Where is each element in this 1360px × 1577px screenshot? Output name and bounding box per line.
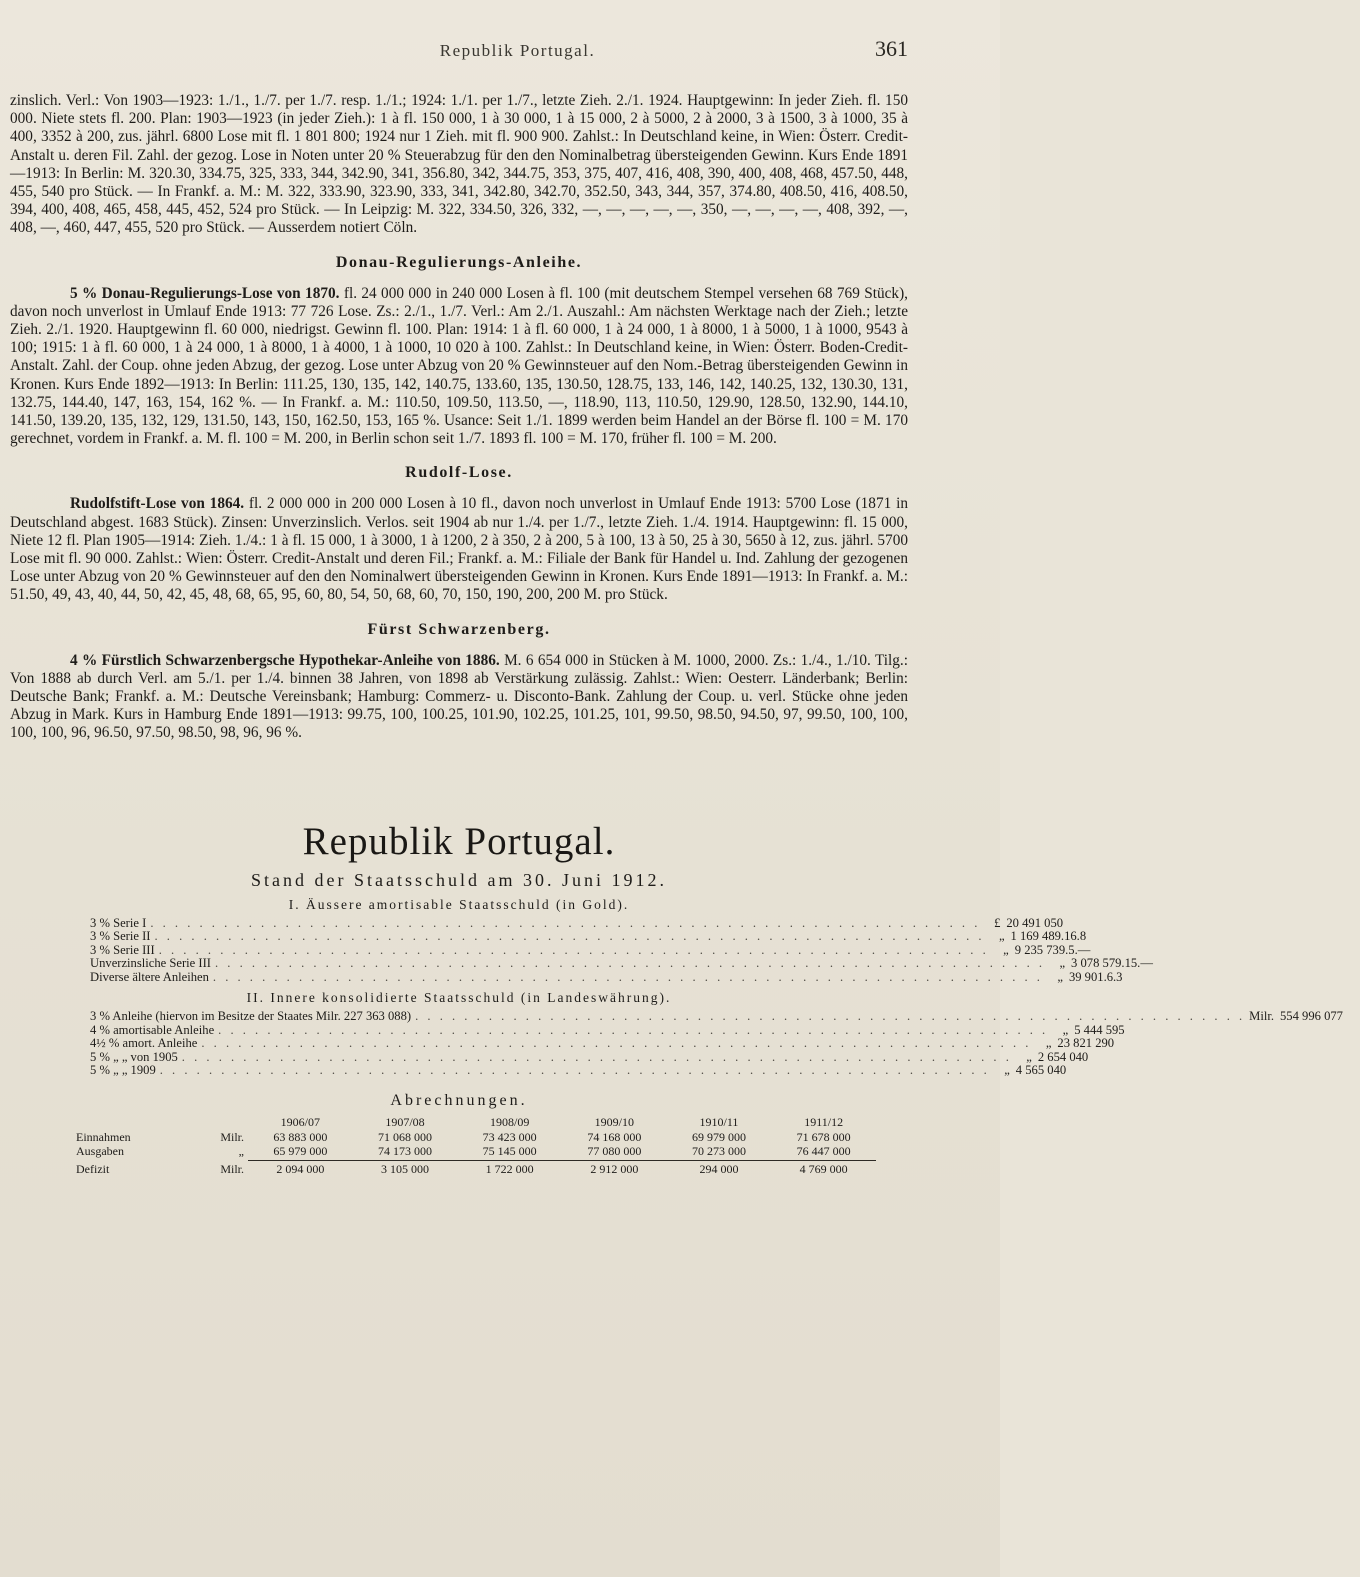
ledger-value: 39 901.6.3	[1068, 969, 1123, 984]
ledger-label: 3 % Anleihe (hiervon im Besitze der Staates Milr. 227 363 088)	[90, 1009, 412, 1024]
accounts-cell: 2 912 000	[590, 1162, 639, 1177]
accounts-cell: 70 273 000	[691, 1143, 746, 1158]
accounts-unit: „	[238, 1143, 244, 1158]
dot-leader: . . . . . . . . . . . . . . . . . . . . . . . . . . . . . . . . . . . . . . . . . . . . . . . . . . . . . . . . . . . . . . . . . . . .	[154, 929, 985, 944]
page-number: 361	[875, 36, 908, 61]
year-header: 1911/12	[804, 1114, 844, 1129]
ledger-label: 5 % „ „ von 1905	[90, 1049, 178, 1064]
section-1-ledger	[90, 915, 1153, 985]
accounts-cell: 73 423 000	[482, 1130, 537, 1145]
accounts-row-defizit	[76, 1163, 876, 1177]
accounts-row-label: Einnahmen	[76, 1130, 131, 1145]
ledger-currency: „	[1003, 942, 1009, 957]
year-header: 1910/11	[699, 1114, 739, 1129]
accounts-heading: Abrechnungen.	[390, 1091, 528, 1109]
ledger-row	[90, 969, 1123, 985]
accounts-row-label: Defizit	[76, 1162, 110, 1177]
dot-leader: . . . . . . . . . . . . . . . . . . . . . . . . . . . . . . . . . . . . . . . . . . . . . . . . . . . . . . . . . . . . . . . . . . . .	[159, 1063, 990, 1078]
ledger-currency: „	[1004, 1063, 1010, 1078]
ledger-value: 554 996 077	[1279, 1009, 1343, 1024]
ledger-value: 2 654 040	[1037, 1049, 1089, 1064]
accounts-cell: 71 678 000	[796, 1130, 851, 1145]
running-head	[10, 36, 908, 92]
accounts-cell: 4 769 000	[799, 1162, 848, 1177]
dot-leader: . . . . . . . . . . . . . . . . . . . . . . . . . . . . . . . . . . . . . . . . . . . . . . . . . . . . . . . . . . . . . . . . . . . .	[212, 969, 1043, 984]
accounts-cell: 75 145 000	[482, 1143, 537, 1158]
paragraph-donau-body: fl. 24 000 000 in 240 000 Losen à fl. 100 (mit deutschem Stempel versehen 68 769 Stück), davon noch unverlost in Umlauf Ende 1913: 77 726 Lose. Zs.: 2./1., 1./7. Verl.: Am 2./1. Auszahl.: Am nächsten Werktage nach der Zieh.; letzte Zieh. 2./1. 1920. Hauptgewinn fl. 60 000, niedrigst. Gewinn fl. 100. Plan: 1914: 1 à fl. 60 000, 1 à 24 000, 1 à 8000, 1 à 5000, 1 à 1000, 9543 à 100; 1915: 1 à fl. 60 000, 1 à 24 000, 1 à 8000, 1 à 4000, 1 à 1000, 10 020 à 100. Zahlst.: In Deutschland keine, in Wien: Österr. Boden-Credit-Anstalt. Zahl. der Coup. ohne jeden Abzug, der gezog. Lose unter Abzug von 20 % Gewinnsteuer auf den Nom.-Betrag übersteigenden Gewinn in Kronen. Kurs Ende 1892—1913: In Berlin: 111.25, 130, 135, 142, 140.75, 133.60, 135, 130.50, 128.75, 133, 146, 142, 140.25, 132, 130.30, 131, 132.75, 144.40, 147, 163, 154, 162 %. — In Frankf. a. M.: 110.50, 109.50, 113.50, —, 118.90, 113, 110.50, 129.90, 128.50, 132.90, 144.10, 141.50, 139.20, 135, 132, 129, 131.50, 143, 150, 162.50, 153, 165 %. Usance: Seit 1./1. 1899 werden beim Handel an der Börse fl. 100 = M. 170 gerechnet, vordem in Frankf. a. M. fl. 100 = M. 200, in Berlin schon seit 1./7. 1893 fl. 100 = M. 170, früher fl. 100 = M. 200.	[10, 284, 908, 448]
ledger-row	[90, 915, 1064, 931]
paragraph-donau-lead: 5 % Donau-Regulierungs-Lose von 1870.	[70, 284, 340, 302]
ledger-value: 3 078 579.15.—	[1071, 956, 1153, 971]
ledger-currency: „	[1059, 956, 1066, 971]
ledger-value: 4 565 040	[1015, 1063, 1067, 1078]
ledger-row	[90, 1049, 1089, 1065]
ledger-label: 3 % Serie I	[90, 915, 147, 930]
dot-leader: . . . . . . . . . . . . . . . . . . . . . . . . . . . . . . . . . . . . . . . . . . . . . . . . . . . . . . . . . . . . . . . . . . . .	[181, 1049, 1012, 1064]
year-header: 1908/09	[489, 1114, 530, 1129]
ledger-value: 5 444 595	[1074, 1022, 1125, 1037]
ledger-label: 4 % amortisable Anleihe	[90, 1022, 215, 1037]
paragraph-schwarzenberg	[10, 652, 908, 743]
ledger-currency: Milr.	[1249, 1009, 1274, 1024]
ledger-row	[90, 1063, 1067, 1078]
accounts-cell: 294 000	[699, 1162, 739, 1177]
accounts-cell: 63 883 000	[273, 1130, 328, 1145]
section-heading-donau: Donau-Regulierungs-Anleihe.	[335, 253, 583, 271]
continued-paragraph: zinslich. Verl.: Von 1903—1923: 1./1., 1./7. per 1./7. resp. 1./1.; 1924: 1./1. per 1./7., letzte Zieh. 2./1. 1924. Hauptgewinn: In jeder Zieh. fl. 150 000. Niete stets fl. 200. Plan: 1903—1923 (in jeder Zieh.): 1 à fl. 150 000, 1 à 30 000, 1 à 15 000, 2 à 5000, 2 à 2000, 3 à 1500, 3 à 1000, 35 à 400, 3352 à 200, zus. jährl. 6800 Lose mit fl. 1 801 800; 1924 nur 1 Zieh. mit fl. 900 900. Zahlst.: In Deutschland keine, in Wien: Österr. Credit-Anstalt u. deren Fil. Zahl. der gezog. Lose in Noten unter 20 % Steuerabzug für den den Nominalbetrag übersteigenden Gewinn. Kurs Ende 1891—1913: In Berlin: M. 320.30, 334.75, 325, 333, 344, 342.90, 341, 356.80, 342, 344.75, 353, 375, 407, 416, 408, 390, 400, 408, 468, 457.50, 448, 455, 540 pro Stück. — In Frankf. a. M.: M. 322, 333.90, 323.90, 333, 341, 342.80, 342.70, 352.50, 343, 344, 357, 374.80, 408.50, 416, 408.50, 394, 400, 408, 465, 458, 445, 452, 524 pro Stück. — In Leipzig: M. 322, 334.50, 326, 332, —, —, —, —, —, 350, —, —, —, —, 408, 392, —, 408, —, 460, 447, 455, 520 pro Stück. — Ausserdem notiert Cöln.	[10, 92, 908, 237]
portugal-subtitle: Stand der Staatsschuld am 30. Juni 1912.	[251, 869, 667, 890]
paragraph-rudolf	[10, 495, 908, 604]
ledger-row	[90, 1036, 1115, 1051]
ledger-currency: £	[994, 915, 1001, 930]
accounts-cell: 77 080 000	[587, 1143, 642, 1158]
ledger-row	[90, 1022, 1125, 1038]
ledger-label: 5 % „ „ 1909	[90, 1063, 156, 1078]
ledger-row	[90, 942, 1091, 958]
accounts-row-label: Ausgaben	[76, 1143, 124, 1158]
accounts-cell: 74 173 000	[377, 1143, 432, 1158]
accounts-unit: Milr.	[220, 1162, 244, 1177]
section-2-ledger	[90, 1009, 1343, 1078]
paragraph-donau	[10, 285, 908, 449]
accounts-cell: 3 105 000	[380, 1162, 429, 1177]
ledger-label: 4½ % amort. Anleihe	[90, 1036, 198, 1051]
paragraph-schwarzenberg-lead: 4 % Fürstlich Schwarzenbergsche Hypothekar-Anleihe von 1886.	[70, 651, 500, 669]
paragraph-schwarzenberg-body: M. 6 654 000 in Stücken à M. 1000, 2000. Zs.: 1./4., 1./10. Tilg.: Von 1888 ab durch Verl. am 5./1. per 1./4. binnen 38 Jahren, von 1898 ab Verstärkung zulässig. Zahlst.: Wien: Oesterr. Länderbank; Berlin: Deutsche Bank; Frankf. a. M.: Deutsche Vereinsbank; Hamburg: Commerz- u. Disconto-Bank. Zahlung der Coup. u. verl. Stücke ohne jeden Abzug in Mark. Kurs in Hamburg Ende 1891—1913: 99.75, 100, 100.25, 101.90, 102.25, 101.25, 101, 99.50, 98.50, 94.50, 97, 99.50, 100, 100, 100, 100, 96, 96.50, 97.50, 98.50, 98, 96, 96 %.	[10, 651, 908, 742]
accounts-row-ausgaben	[76, 1145, 876, 1159]
accounts-cell: 74 168 000	[587, 1130, 642, 1145]
section-heading-rudolf: Rudolf-Lose.	[405, 464, 513, 482]
ledger-value: 23 821 290	[1057, 1036, 1115, 1051]
accounts-unit: Milr.	[220, 1130, 244, 1145]
ledger-label: Diverse ältere Anleihen	[90, 969, 209, 984]
ledger-value: 20 491 050	[1006, 915, 1064, 930]
dot-leader: . . . . . . . . . . . . . . . . . . . . . . . . . . . . . . . . . . . . . . . . . . . . . . . . . . . . . . . . . . . . . . . . . . . .	[415, 1009, 1246, 1024]
dot-leader: . . . . . . . . . . . . . . . . . . . . . . . . . . . . . . . . . . . . . . . . . . . . . . . . . . . . . . . . . . . . . . . . . . . .	[158, 942, 989, 957]
ledger-currency: „	[1026, 1049, 1032, 1064]
ledger-currency: „	[1062, 1022, 1069, 1037]
dot-leader: . . . . . . . . . . . . . . . . . . . . . . . . . . . . . . . . . . . . . . . . . . . . . . . . . . . . . . . . . . . . . . . . . . . .	[218, 1022, 1049, 1037]
ledger-label: 3 % Serie II	[90, 929, 151, 944]
portugal-title: Republik Portugal.	[302, 819, 616, 863]
ledger-label: 3 % Serie III	[90, 942, 155, 957]
accounts-cell: 1 722 000	[485, 1162, 534, 1177]
ledger-value: 9 235 739.5.—	[1014, 942, 1091, 957]
dot-leader: . . . . . . . . . . . . . . . . . . . . . . . . . . . . . . . . . . . . . . . . . . . . . . . . . . . . . . . . . . . . . . . . . . . .	[215, 956, 1046, 971]
accounts-cell: 71 068 000	[377, 1130, 432, 1145]
ledger-currency: „	[1045, 1036, 1052, 1051]
ledger-row	[90, 1009, 1343, 1024]
ledger-row	[90, 929, 1087, 944]
dot-leader: . . . . . . . . . . . . . . . . . . . . . . . . . . . . . . . . . . . . . . . . . . . . . . . . . . . . . . . . . . . . . . . . . . . .	[201, 1036, 1032, 1051]
accounts-row-einnahmen	[76, 1131, 876, 1145]
ledger-row	[90, 956, 1153, 971]
ledger-currency: „	[1057, 969, 1063, 984]
year-header: 1907/08	[385, 1114, 425, 1129]
year-header: 1906/07	[280, 1114, 320, 1129]
accounts-year-row	[76, 1116, 876, 1130]
ledger-currency: „	[998, 929, 1005, 944]
running-title: Republik Portugal.	[439, 41, 596, 60]
paragraph-rudolf-lead: Rudolfstift-Lose von 1864.	[70, 495, 245, 513]
accounts-cell: 65 979 000	[273, 1143, 328, 1158]
section-heading-schwarzenberg: Fürst Schwarzenberg.	[367, 620, 551, 638]
ledger-label: Unverzinsliche Serie III	[90, 956, 211, 971]
section-1-heading: I. Äussere amortisable Staatsschuld (in Gold).	[288, 896, 630, 912]
sum-rule	[248, 1160, 876, 1161]
accounts-cell: 69 979 000	[691, 1130, 746, 1145]
paragraph-rudolf-body: fl. 2 000 000 in 200 000 Losen à 10 fl., davon noch unverlost in Umlauf Ende 1913: 5700 Lose (1871 in Deutschland abgest. 1683 Stück). Zinsen: Unverzinslich. Verlos. seit 1904 ab nur 1./4. per 1./7., letzte Zieh. 1./4. 1914. Hauptgewinn: fl. 15 000, Niete 12 fl. Plan 1905—1914: Zieh. 1./4.: 1 à fl. 15 000, 1 à 3000, 1 à 1200, 2 à 350, 2 à 200, 5 à 100, 13 à 50, 25 à 30, 5650 à 12, zus. jährl. 5700 Lose mit fl. 90 000. Zahlst.: Wien: Österr. Credit-Anstalt und deren Fil.; Frankf. a. M.: Filiale der Bank für Handel u. Ind. Zahlung der gezogenen Lose unter Abzug von 20 % Gewinnsteuer auf den den Nominalwert übersteigenden Gewinn in Kronen. Kurs Ende 1891—1913: In Frankf. a. M.: 51.50, 49, 43, 40, 44, 50, 42, 45, 48, 68, 65, 95, 60, 80, 54, 50, 68, 60, 70, 150, 190, 200, 200 M. pro Stück.	[10, 495, 908, 604]
accounts-cell: 2 094 000	[276, 1162, 325, 1177]
year-header: 1909/10	[594, 1114, 634, 1129]
accounts-cell: 76 447 000	[796, 1143, 851, 1158]
ledger-value: 1 169 489.16.8	[1010, 929, 1087, 944]
accounts-table	[76, 1116, 876, 1177]
dot-leader: . . . . . . . . . . . . . . . . . . . . . . . . . . . . . . . . . . . . . . . . . . . . . . . . . . . . . . . . . . . . . . . . . . . .	[150, 915, 981, 930]
section-2-heading: II. Innere konsolidierte Staatsschuld (in Landeswährung).	[246, 990, 672, 1006]
